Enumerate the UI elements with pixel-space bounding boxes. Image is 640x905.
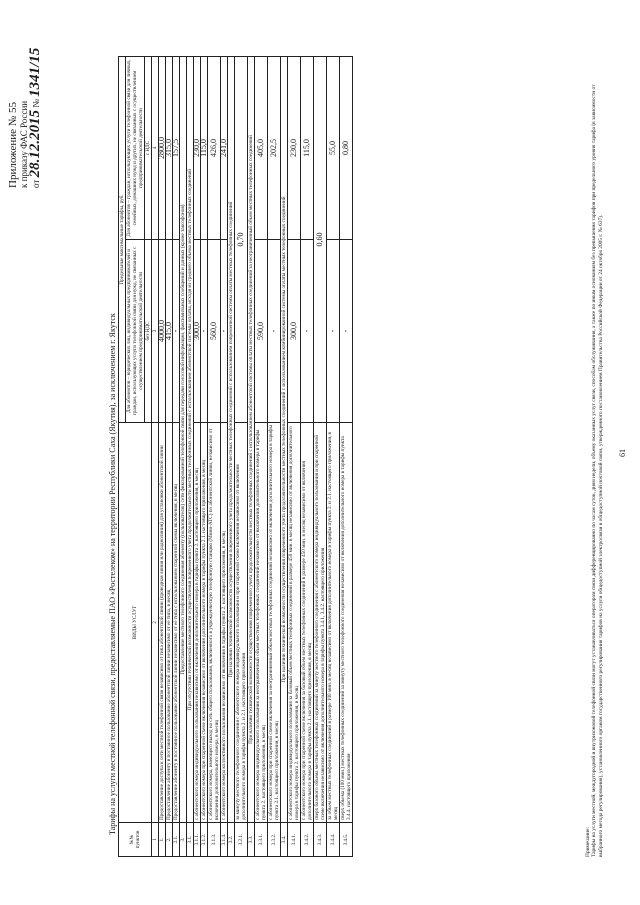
- note-block: [585, 57, 604, 857]
- table-row: [180, 56, 187, 856]
- row-number: 3.4.: [281, 823, 288, 857]
- table-row: [327, 56, 340, 856]
- tariff-value-no-vat: 560,0: [208, 240, 221, 423]
- handwritten-date: 28.12.2015: [27, 109, 43, 178]
- service-description: с абонентского номера, имеющего выход на сеть общего пользования, включенного в учрежденческую телефонную станцию (Мини-АТС) по абонентской линии, независимо от включения дополнительного номера, в месяц: [208, 423, 221, 823]
- service-description: При отсутствии технической возможности осуществления повременного учета продолжительности местных телефонных соединений с использованием абонентской системы оплаты, исходя из среднего объема местных телефонных соединений: [187, 56, 194, 822]
- table-row: [288, 56, 301, 856]
- table-row: [228, 56, 235, 856]
- service-description: При наличии технической возможности осуществления повременного учета продолжительности местных телефонных соединений с использованием повременной системы оплаты местных телефонных соединений: [228, 56, 235, 822]
- no-vat-header: без НДС: [145, 240, 152, 423]
- row-number: 3.4.1.: [288, 823, 301, 857]
- tariff-rows: [159, 56, 353, 856]
- table-row: [314, 56, 327, 856]
- tariff-value-no-vat: 590,0: [255, 240, 268, 423]
- table-row: [221, 56, 228, 856]
- service-description: с абонентского номера индивидуального пользования за базовый объем местных телефонных соединений в размере 450 мин. в месяц независимо от включения дополнительного номера в тарифы пункта 2. настоящего приложения, в месяц: [288, 423, 301, 823]
- table-row: [159, 56, 166, 856]
- tariff-table: [118, 56, 353, 857]
- order-line: к приказу ФАС России: [19, 100, 29, 188]
- table-row: [268, 56, 281, 856]
- service-description: Предоставление доступа к сети местной телефонной связи независимо от типа абонентской линии (проводная линия или радиолиния) для установки абонентской линии: [159, 423, 166, 823]
- tariff-value-no-vat: 4000,0: [159, 240, 166, 423]
- table-row: [255, 56, 268, 856]
- tariff-value-no-vat: -: [173, 240, 180, 423]
- tariff-value-with-vat: 55,0: [327, 56, 340, 239]
- table-row: [248, 56, 255, 856]
- tariff-value-with-vat: 241,0: [221, 56, 228, 239]
- handwritten-number: 1341/15: [27, 47, 43, 97]
- table-row: [173, 56, 180, 856]
- service-description: с абонентского номера индивидуального пользования независимо от включения дополнительного номера в тарифы пункта 2. настоящего приложения, в месяц: [194, 423, 201, 823]
- service-description: При наличии технической возможности осуществления повременного учета продолжительности местных телефонных соединений с использованием абонентской системы оплаты местных телефонных соединений за неограниченный объем местных телефонных соединений: [248, 56, 255, 822]
- table-row: [235, 56, 248, 856]
- appendix-number: Приложение № 55: [7, 101, 19, 188]
- tariff-value-merged: 0,70: [235, 56, 248, 422]
- document-title: Тарифы на услуги местной телефонной связи, предоставляемые ПАО «Ростелеком» на территории Республики Саха (Якутия), за исключением г. Якутск: [108, 313, 117, 835]
- col-index-3: 3: [152, 240, 159, 423]
- col-tariffs-header: Предельные максимальные тарифы, руб.: [119, 56, 126, 422]
- tariff-value-with-vat: 115,0: [201, 56, 208, 239]
- row-number: 3.4.5.: [340, 823, 353, 857]
- row-number: 1.: [159, 823, 166, 857]
- tariff-value-no-vat: 415,0: [166, 240, 173, 423]
- table-row: [301, 56, 314, 856]
- row-number: 3.4.4.: [327, 823, 340, 857]
- row-number: 3.3.2.: [268, 823, 281, 857]
- service-description: сверх объема (100 мин.) местных телефонных соединений за минуту местного телефонного соединения независимо от включения дополнительного номера в тарифы пункта 3.4.4. настоящего приложения: [340, 423, 353, 823]
- col-index-1: 1: [152, 823, 159, 857]
- tariff-value-with-vat: 0,80: [340, 56, 353, 239]
- row-number: 3.1.3.: [208, 823, 221, 857]
- row-number: 3.3.1.: [255, 823, 268, 857]
- tariff-value-no-vat: -: [340, 240, 353, 423]
- tariff-value-with-vat: 230,0: [194, 56, 201, 239]
- table-row: [166, 56, 173, 856]
- tariff-value-with-vat: 202,5: [268, 56, 281, 239]
- table-row: [194, 56, 201, 856]
- tariff-value-with-vat: 426,0: [208, 56, 221, 239]
- service-description: Предоставление абоненту в постоянное пользование абонентской линии независимо от её типа, в месяц: [166, 423, 173, 823]
- row-number: 3.4.3.: [314, 823, 327, 857]
- note-label: Примечание:: [585, 827, 591, 857]
- col-a-header: Для абонентов – юридических лиц, индивидуальных предпринимателей и граждан, использующих услуги телефонной связи для нужд, не связанных с осуществлением предпринимательской деятельности: [126, 240, 145, 423]
- row-number: 3.1.4.: [221, 823, 228, 857]
- tariff-value-no-vat: -: [201, 240, 208, 423]
- col-index-2: 2: [152, 423, 159, 823]
- row-number: 3.2.1.: [235, 823, 248, 857]
- table-row: [340, 56, 353, 856]
- tariff-value-no-vat: -: [268, 240, 281, 423]
- col-services-header: ВИДЫ УСЛУГ: [119, 423, 152, 823]
- tariff-value-no-vat: 300,0: [194, 240, 201, 423]
- with-vat-header: с НДС: [145, 56, 152, 239]
- tariff-value-merged: 0,60: [314, 56, 327, 422]
- note-text: Тарифы на услуги местной, междугородной и внутризоновой телефонной связи могут устанавливаться оператором связи дифференцированно по часам суток, дням недели, объему оказанных услуг связи, способам обслуживания, а также по иным основаниям без превышения тарифов при предельного уровня тарифа (в зависимости от выбранного метода регулирования), установленного органом государственного регулирования тарифов на услуги общедоступной электросвязи в общедоступной почтовой связи, утвержденного постановлением Правительства Российской Федерации от 24 октября 2005 г. № 637).: [591, 84, 604, 857]
- tariff-value-with-vat: 315,0: [166, 56, 173, 239]
- service-description: с абонентского номера коллективного пользования независимо от включения в тарифы пункта 2. настоящего приложения, в месяц: [221, 423, 228, 823]
- tariff-value-with-vat: 405,0: [255, 56, 268, 239]
- table-row: [281, 56, 288, 856]
- row-number: 2.: [166, 823, 173, 857]
- row-number: 2.1.: [173, 823, 180, 857]
- tariff-value-with-vat: 115,0: [301, 56, 314, 239]
- row-number: 3.2.: [228, 823, 235, 857]
- tariff-value-no-vat: -: [301, 240, 314, 423]
- service-description: Предоставление абоненту в постоянное пользование абонентской линии независимо от её типа с использованием спаренной схемы включения, в месяц: [173, 423, 180, 823]
- table-row: [201, 56, 208, 856]
- row-number: 3.: [180, 823, 187, 857]
- row-number: 3.1.1.: [194, 823, 201, 857]
- row-number: 3.1.2.: [201, 823, 208, 857]
- service-description: Предоставление местного телефонного соединения абоненту (пользователю) сети фиксированной телефонной связи для передачи голосовой информации, факсимильных сообщений и данных (кроме таксофонов): [180, 56, 187, 822]
- order-date-line: от 28.12.2015 № 1341/15: [27, 47, 43, 188]
- page-number: 61: [618, 449, 627, 457]
- row-number: 3.4.2.: [301, 823, 314, 857]
- col-no-header: №№ пунктов: [119, 823, 152, 857]
- tariff-value-no-vat: -: [327, 240, 340, 423]
- service-description: с абонентского номера при спаренной схеме включения за неограниченный объем местных телефонных соединений независимо от включения дополнительного номера в тарифы пункта 2.1. настоящего приложения, в месяц: [268, 423, 281, 823]
- service-description: с абонентского номера индивидуального пользования за неограниченный объем местных телефонных соединений независимо от включения дополнительного номера в тарифы пункта 2. настоящего приложения, в месяц: [255, 423, 268, 823]
- row-number: 3.1.: [187, 823, 194, 857]
- appendix-header: [8, 18, 42, 188]
- service-description: с абонентского номера при спаренной схеме включения независимо от включения дополнительного номера в тарифы пункта 2.1. настоящего приложения, в месяц: [201, 423, 208, 823]
- row-number: 3.3.: [248, 823, 255, 857]
- service-description: за минуту местного телефонного соединения с абонентского номера индивидуального пользования и при спаренной схеме включения независимо от включения дополнительного номера в тарифы пункта 2. и 2.1. настоящего приложения: [235, 423, 248, 823]
- table-row: [208, 56, 221, 856]
- tariff-value-no-vat: 300,0: [288, 240, 301, 423]
- service-description: за объем местных телефонных соединений в размере 100 мин. в месяц независимо от включения дополнительного номера в тарифы пункта 2. и 2.1. настоящего приложения, в месяц: [327, 423, 340, 823]
- col-index-4: 4: [152, 56, 159, 239]
- table-row: [187, 56, 194, 856]
- service-description: При наличии технической возможности осуществления повременного учета продолжительности местных телефонных соединений с использованием комбинированной системы оплаты местных телефонных соединений: [281, 56, 288, 822]
- service-description: сверх базового объема местных телефонных соединений за минуту местного телефонного соединения с абонентского номера индивидуального пользования и при спаренной схеме включения независимо от включения дополнительного номера в тарифы пункта 3.4.1, 3.4.2. настоящего приложения: [314, 423, 327, 823]
- tariff-value-with-vat: 157,5: [173, 56, 180, 239]
- tariff-value-with-vat: 230,0: [288, 56, 301, 239]
- tariff-value-no-vat: -: [221, 240, 228, 423]
- service-description: с абонентского номера при спаренной схеме включения за базовый объем местных телефонных соединений в размере 450 мин. в месяц независимо от включения дополнительного номера в тарифы пункта 2.1. настоящего приложения, в месяц: [301, 423, 314, 823]
- col-b-header: Для абонентов – граждан, использующих услуги телефонной связи для личных, семейных, домашних нужд и других, не связанных с осуществлением предпринимательской деятельности: [126, 56, 145, 239]
- tariff-value-with-vat: 2800,0: [159, 56, 166, 239]
